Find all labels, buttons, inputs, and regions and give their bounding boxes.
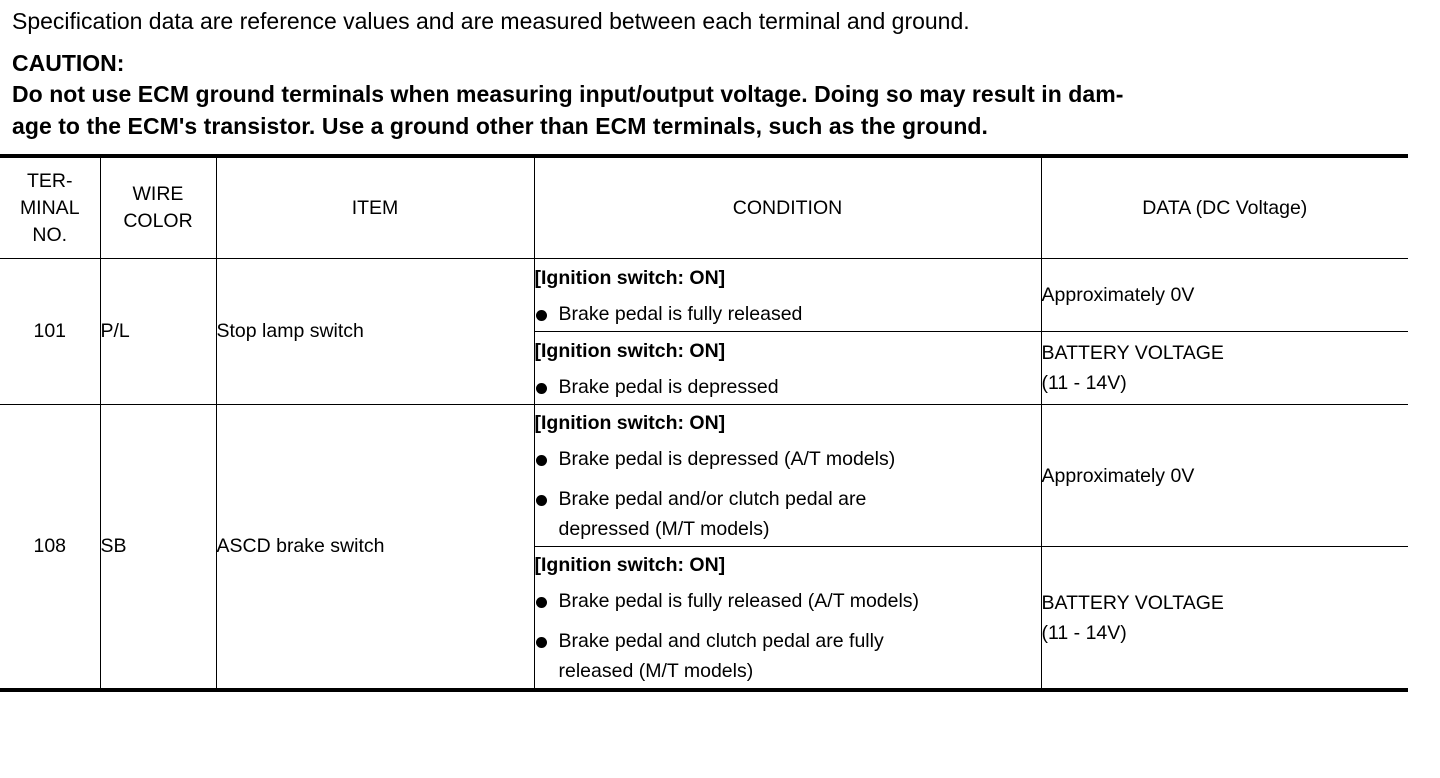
condition-heading: [Ignition switch: ON] (534, 339, 726, 362)
data-cell (1041, 547, 1408, 691)
caution-title (12, 50, 1420, 76)
data-value-line-1: BATTERY VOLTAGE (1041, 342, 1224, 364)
header-data: DATA (DC Voltage) (1041, 156, 1408, 259)
condition-bullet-text: Brake pedal is depressed (558, 375, 779, 398)
data-value-line-1: BATTERY VOLTAGE (1041, 591, 1224, 614)
condition-bullet-text: Brake pedal and/or clutch pedal are (558, 488, 867, 510)
caution-title-text: CAUTION (12, 50, 117, 76)
condition-bullet (535, 586, 1041, 616)
condition-bullet (535, 444, 1041, 474)
header-terminal-line-3: NO. (32, 223, 68, 246)
data-value: Approximately 0V (1041, 284, 1195, 306)
bullet-dot-icon (536, 597, 547, 608)
condition-cell (534, 332, 1041, 405)
condition-bullet-text: Brake pedal is depressed (A/T models) (558, 448, 896, 470)
caution-line-2: age to the ECM's transistor. Use a ground other than ECM terminals, such as the ground. (12, 113, 988, 139)
condition-bullet (535, 372, 1041, 402)
condition-cell (534, 405, 1041, 547)
condition-heading: [Ignition switch: ON] (534, 412, 726, 434)
condition-bullet-text: Brake pedal and clutch pedal are fully (558, 630, 884, 652)
header-item: ITEM (216, 156, 534, 259)
header-terminal-no (0, 156, 100, 259)
intro-text: Specification data are reference values and are measured between each terminal and ground. (12, 8, 970, 34)
condition-bullet-text: Brake pedal is fully released (558, 302, 803, 325)
terminal-no-cell: 108 (0, 405, 100, 691)
data-value-line-2: (11 - 14V) (1041, 372, 1127, 394)
bullet-dot-icon (536, 637, 547, 648)
caution-line-1: Do not use ECM ground terminals when measuring input/output voltage. Doing so may result in dam- (12, 81, 1124, 107)
item-cell: Stop lamp switch (216, 259, 534, 405)
condition-bullet-text-continued: depressed (M/T models) (558, 518, 770, 540)
condition-cell (534, 547, 1041, 691)
condition-bullet-text: Brake pedal is fully released (A/T models) (558, 590, 920, 612)
header-terminal-line-1: TER- (27, 169, 73, 192)
bullet-dot-icon (536, 310, 547, 321)
condition-heading: [Ignition switch: ON] (534, 554, 726, 576)
condition-bullet (535, 484, 1041, 544)
data-value: Approximately 0V (1041, 464, 1195, 487)
bullet-dot-icon (536, 455, 547, 466)
caution-body (12, 78, 1420, 142)
data-cell (1041, 332, 1408, 405)
condition-heading: [Ignition switch: ON] (534, 266, 726, 289)
wire-color-cell: SB (100, 405, 216, 691)
data-cell (1041, 405, 1408, 547)
data-value-line-2: (11 - 14V) (1041, 621, 1127, 644)
header-wire-line-2: COLOR (123, 210, 193, 232)
caution-colon: : (116, 50, 125, 76)
spec-page (12, 0, 1420, 142)
header-terminal-line-2: MINAL (19, 196, 80, 219)
data-cell (1041, 259, 1408, 332)
condition-bullet (535, 299, 1041, 329)
terminal-no-cell: 101 (0, 259, 100, 405)
header-wire-color (100, 156, 216, 259)
table-row (0, 259, 1408, 332)
table-header-row (0, 156, 1408, 259)
bullet-dot-icon (536, 383, 547, 394)
wire-color-cell: P/L (100, 259, 216, 405)
header-condition: CONDITION (534, 156, 1041, 259)
condition-bullet-text-continued: released (M/T models) (558, 660, 754, 682)
header-wire-line-1: WIRE (132, 183, 184, 205)
bullet-dot-icon (536, 495, 547, 506)
condition-bullet (535, 626, 1041, 686)
item-cell: ASCD brake switch (216, 405, 534, 691)
table-row (0, 405, 1408, 547)
terminal-spec-table (0, 154, 1408, 692)
condition-cell (534, 259, 1041, 332)
